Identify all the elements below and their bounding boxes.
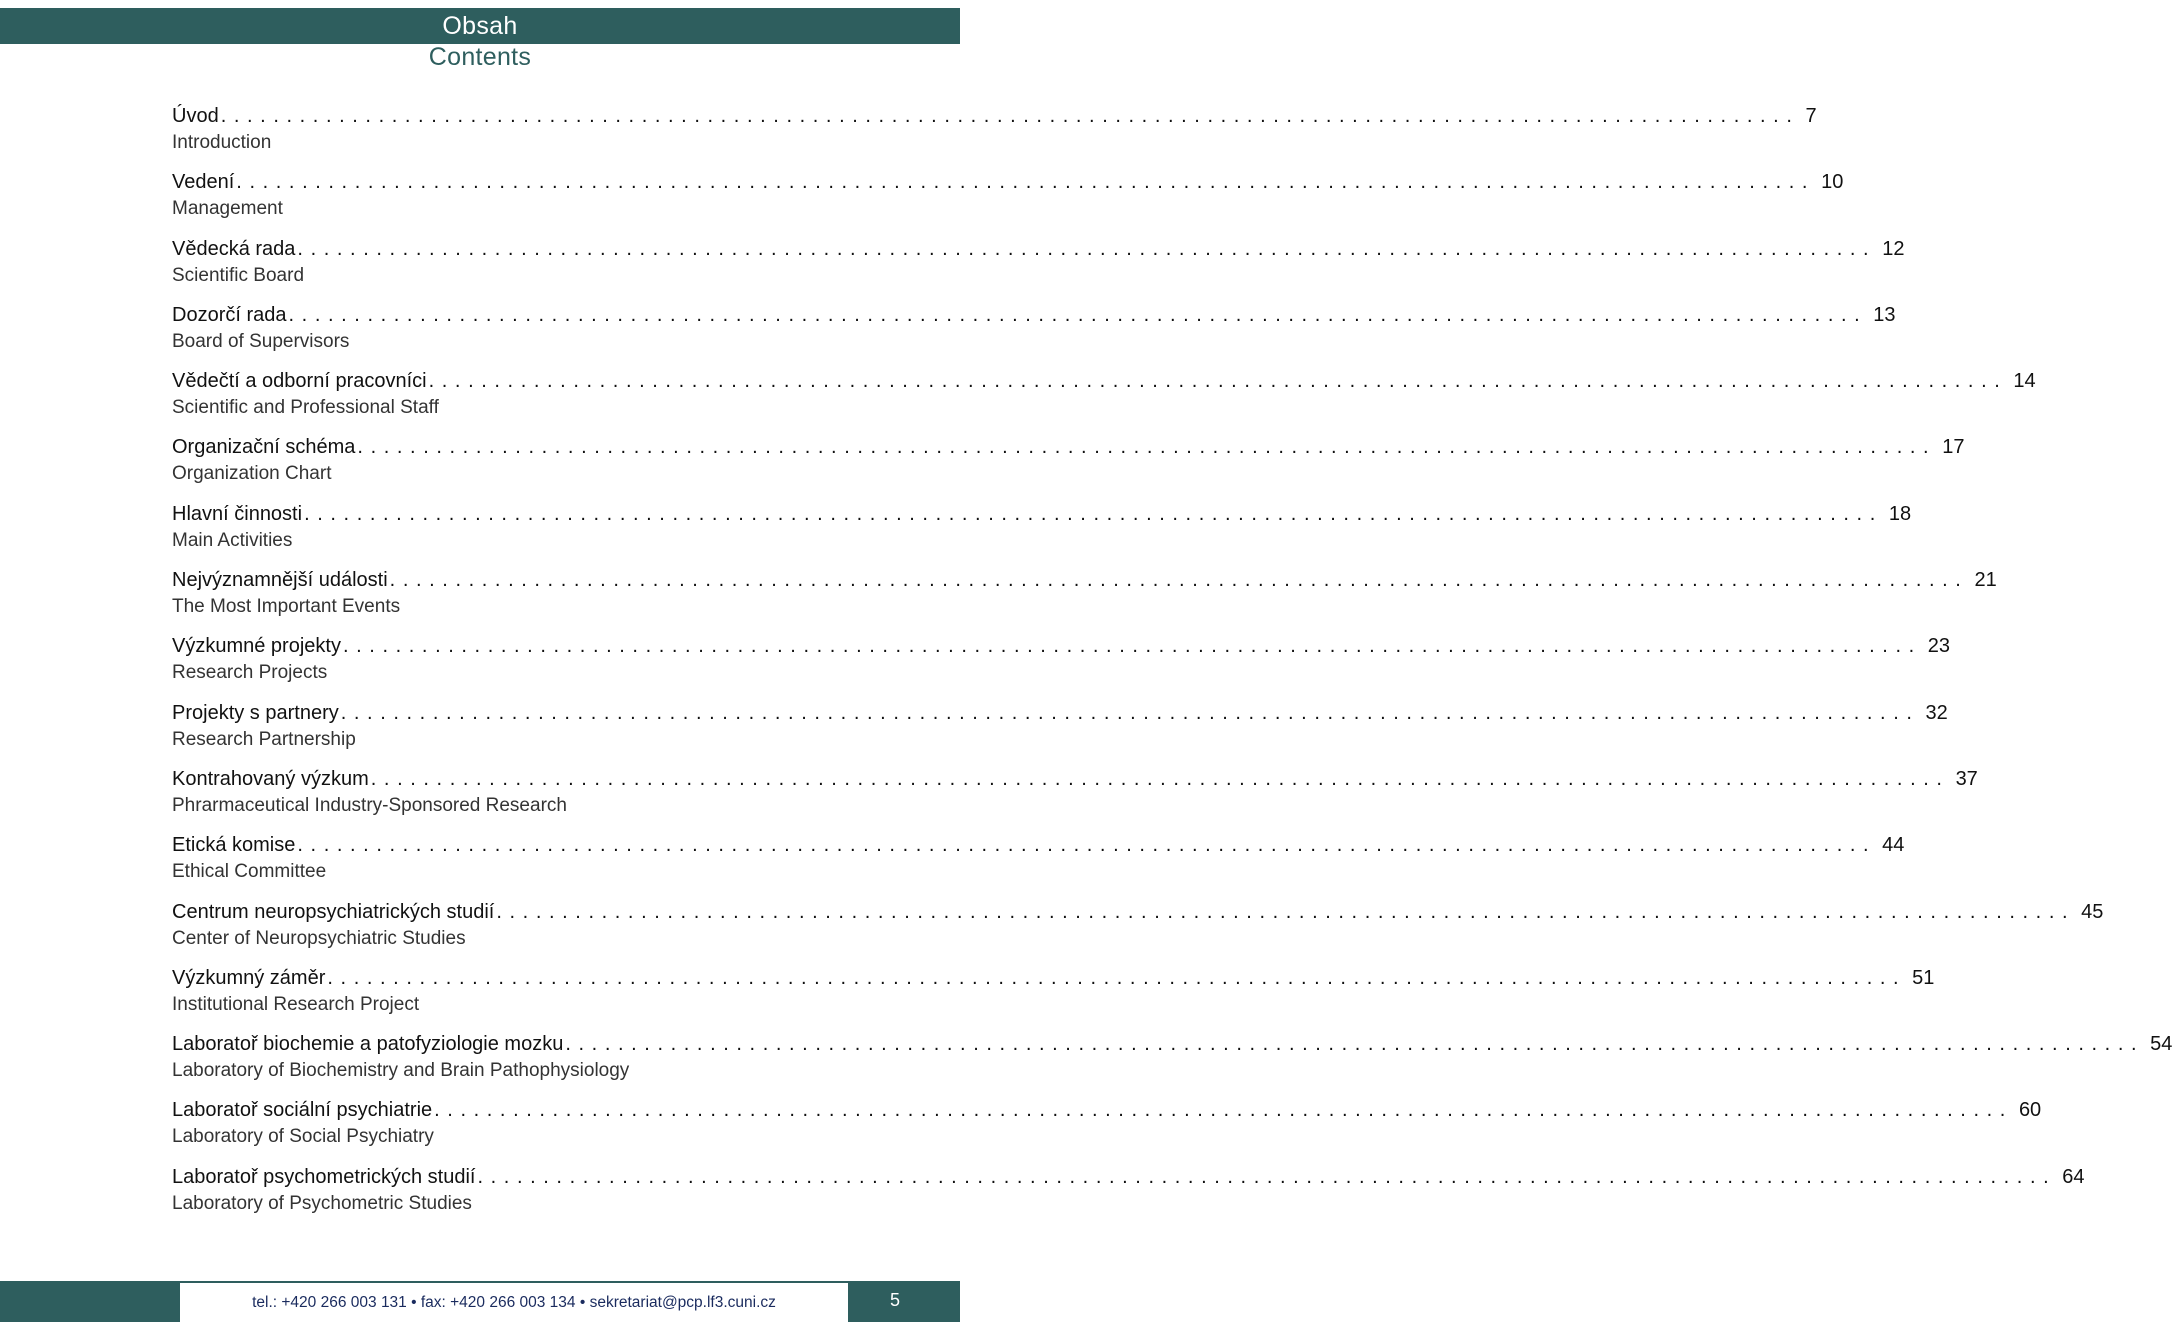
toc-entry-line xyxy=(172,1029,2172,1059)
toc-entry-subtitle: Institutional Research Project xyxy=(172,993,420,1015)
toc-entry xyxy=(172,499,1912,565)
toc-entry-line xyxy=(172,1162,2085,1192)
toc-entry-page-number: 64 xyxy=(2062,1165,2085,1188)
toc-entry xyxy=(172,167,1844,233)
toc-dot-leader: ........................................................................................................................ xyxy=(297,237,1877,260)
toc-dot-leader: ........................................................................................................................ xyxy=(496,900,2076,923)
toc-dot-leader: ........................................................................................................................ xyxy=(565,1033,2145,1056)
toc-entry xyxy=(172,101,1817,167)
toc-entry-subtitle: Introduction xyxy=(172,132,272,153)
toc-entry-page-number: 37 xyxy=(1955,767,1978,790)
toc-entry-page-number: 32 xyxy=(1925,701,1948,724)
toc-dot-leader: ........................................................................................................................ xyxy=(340,701,1920,724)
toc-dot-leader: ........................................................................................................................ xyxy=(288,303,1868,326)
toc-entry-line xyxy=(172,1095,2042,1125)
toc-entry-title: Výzkumné projekty xyxy=(172,635,341,658)
toc-entry-page-number: 14 xyxy=(2013,370,2036,393)
toc-dot-leader: ........................................................................................................................ xyxy=(220,105,1800,127)
toc-entry-title: Etická komise xyxy=(172,834,296,857)
toc-entry-page-number: 18 xyxy=(1888,502,1912,525)
toc-dot-leader: ........................................................................................................................ xyxy=(327,966,1907,989)
toc-dot-leader: ........................................................................................................................ xyxy=(236,171,1816,194)
toc-dot-leader: ........................................................................................................................ xyxy=(389,569,1969,592)
toc-entry-title: Hlavní činnosti xyxy=(172,502,303,525)
toc-entry-line xyxy=(172,963,1935,993)
toc-entry-line xyxy=(172,565,1997,595)
toc-entry-line xyxy=(172,698,1948,728)
toc-entry-title: Dozorčí rada xyxy=(172,303,287,326)
toc-entry xyxy=(172,963,1935,1029)
toc-entry-title: Laboratoř psychometrických studií xyxy=(172,1165,476,1188)
footer-contact-info: tel.: +420 266 003 131 • fax: +420 266 003 134 • sekretariat@pcp.lf3.cuni.cz xyxy=(252,1294,776,1311)
toc-entry-page-number: 60 xyxy=(2018,1099,2042,1122)
toc-entry-title: Centrum neuropsychiatrických studií xyxy=(172,900,495,923)
toc-entry-page-number: 13 xyxy=(1873,303,1896,326)
toc-entry xyxy=(172,698,1948,764)
toc-entry-subtitle: Ethical Committee xyxy=(172,861,327,883)
toc-entry-title: Kontrahovaný výzkum xyxy=(172,767,369,790)
toc-entry xyxy=(172,300,1896,366)
toc-entry-title: Vědečtí a odborní pracovníci xyxy=(172,370,427,393)
toc-entry-subtitle: Management xyxy=(172,198,283,220)
toc-entry-subtitle: Laboratory of Psychometric Studies xyxy=(172,1192,472,1214)
toc-entry-subtitle: Scientific and Professional Staff xyxy=(172,397,439,419)
toc-entry-subtitle: Organization Chart xyxy=(172,463,332,485)
toc-entry-title: Nejvýznamnější události xyxy=(172,569,388,592)
toc-entry-line xyxy=(172,764,1978,794)
toc-entry xyxy=(172,631,1951,697)
toc-entry xyxy=(172,1162,2085,1228)
toc-entry-page-number: 10 xyxy=(1821,171,1844,194)
toc-entry xyxy=(172,830,1905,896)
toc-entry xyxy=(172,764,1978,830)
toc-entry-page-number: 12 xyxy=(1882,237,1905,260)
toc-entry-subtitle: Scientific Board xyxy=(172,264,305,286)
toc-entry-line xyxy=(172,167,1844,197)
toc-entry-title: Organizační schéma xyxy=(172,436,356,459)
toc-entry-subtitle: Laboratory of Biochemistry and Brain Pathophysiology xyxy=(172,1060,630,1082)
toc-dot-leader: ........................................................................................................................ xyxy=(297,834,1877,857)
toc-entry xyxy=(172,1095,2042,1161)
toc-entry xyxy=(172,897,2104,963)
toc-entry-title: Vědecká rada xyxy=(172,237,296,260)
toc-entry-title: Vedení xyxy=(172,171,235,194)
toc-entry-page-number: 7 xyxy=(1805,105,1817,127)
toc-entry-line xyxy=(172,499,1912,529)
toc-entry-line xyxy=(172,101,1817,131)
toc-entry-page-number: 54 xyxy=(2150,1033,2172,1056)
toc-entry-line xyxy=(172,631,1951,661)
toc-entry-page-number: 17 xyxy=(1942,436,1965,459)
toc-entry-title: Výzkumný záměr xyxy=(172,966,326,989)
page-title-czech: Obsah xyxy=(442,12,518,40)
toc-entry-title: Laboratoř biochemie a patofyziologie mozku xyxy=(172,1033,564,1056)
toc-entry-page-number: 51 xyxy=(1912,966,1935,989)
toc-entry-subtitle: Center of Neuropsychiatric Studies xyxy=(172,927,466,949)
toc-entry-line xyxy=(172,234,1905,264)
page-title-english: Contents xyxy=(428,43,532,71)
toc-entry xyxy=(172,366,2036,432)
toc-dot-leader: ........................................................................................................................ xyxy=(357,436,1937,459)
table-of-contents xyxy=(172,101,2172,1228)
toc-entry-line xyxy=(172,366,2036,396)
toc-entry-page-number: 44 xyxy=(1882,834,1905,857)
page-number: 5 xyxy=(889,1290,900,1310)
toc-entry-title: Úvod xyxy=(172,105,219,127)
toc-dot-leader: ........................................................................................................................ xyxy=(370,767,1950,790)
toc-entry-line xyxy=(172,432,1965,462)
toc-entry-line xyxy=(172,897,2104,927)
toc-entry-subtitle: Phrarmaceutical Industry-Sponsored Research xyxy=(172,794,567,816)
toc-entry-line xyxy=(172,830,1905,860)
toc-entry-subtitle: Laboratory of Social Psychiatry xyxy=(172,1126,434,1148)
toc-entry xyxy=(172,234,1905,300)
toc-entry-subtitle: Board of Supervisors xyxy=(172,330,350,352)
toc-entry-subtitle: Research Partnership xyxy=(172,728,356,750)
toc-entry-subtitle: Research Projects xyxy=(172,662,328,684)
toc-entry-subtitle: Main Activities xyxy=(172,529,293,551)
toc-entry xyxy=(172,432,1965,498)
toc-dot-leader: ........................................................................................................................ xyxy=(428,370,2008,393)
toc-entry-page-number: 23 xyxy=(1927,635,1951,658)
toc-dot-leader: ........................................................................................................................ xyxy=(304,502,1883,525)
toc-entry xyxy=(172,1029,2172,1095)
toc-entry-page-number: 45 xyxy=(2081,900,2104,923)
toc-entry xyxy=(172,565,1997,631)
toc-entry-title: Projekty s partnery xyxy=(172,701,339,724)
toc-entry-title: Laboratoř sociální psychiatrie xyxy=(172,1099,433,1122)
toc-entry-line xyxy=(172,300,1896,330)
toc-dot-leader: ........................................................................................................................ xyxy=(434,1099,2013,1122)
toc-dot-leader: ........................................................................................................................ xyxy=(342,635,1922,658)
toc-entry-page-number: 21 xyxy=(1974,569,1997,592)
toc-dot-leader: ........................................................................................................................ xyxy=(477,1165,2057,1188)
toc-entry-subtitle: The Most Important Events xyxy=(172,596,401,618)
